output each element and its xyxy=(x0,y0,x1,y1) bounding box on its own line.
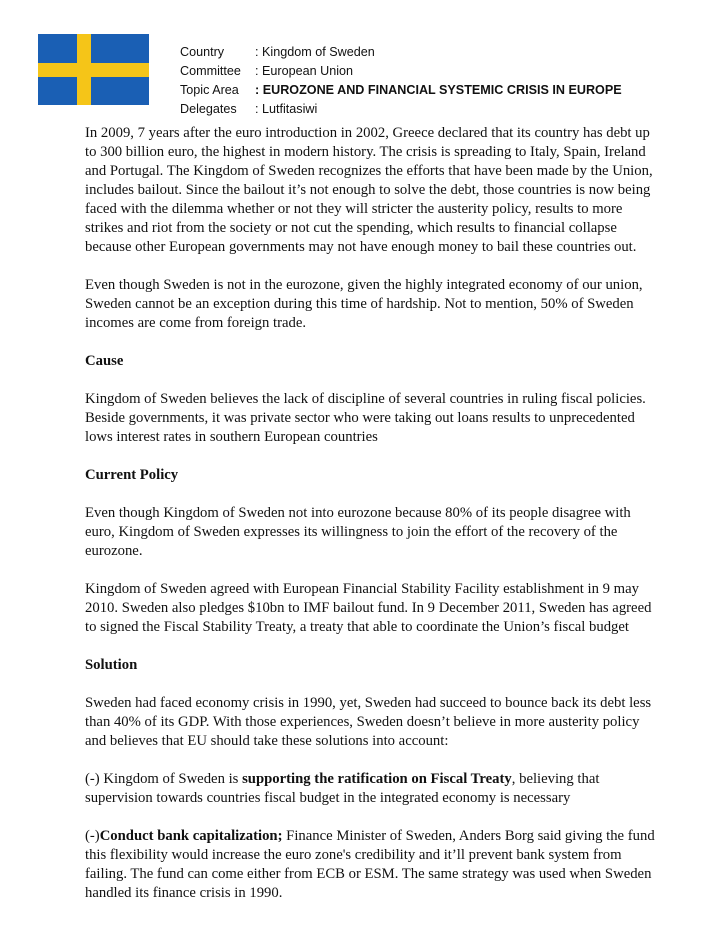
topic-value: : EUROZONE AND FINANCIAL SYSTEMIC CRISIS IN EUROPE xyxy=(255,83,622,97)
delegates-value: : Lutfitasiwi xyxy=(255,102,318,116)
committee-value: : European Union xyxy=(255,64,354,78)
current-policy-paragraph-1: Even though Kingdom of Sweden not into eurozone because 80% of its people disagree with euro, Kingdom of Sweden expresses its willingness to join the effort of the recovery of the eurozone. xyxy=(85,505,631,559)
point-2-rest: Finance Minister of Sweden, Anders Borg said giving the fund this flexibility would increase the euro zone's credibility and it’ll prevent bank system from failing. The fund can come either from ECB or ESM. The same strategy was used when Sweden handled its finance crisis in 1990. xyxy=(85,828,655,901)
intro-paragraph-1: In 2009, 7 years after the euro introduction in 2002, Greece declared that its country has debt up to 300 billion euro, the highest in modern history. The crisis is spreading to Italy, Spain, Ireland and Portugal. The Kingdom of Sweden recognizes the efforts that have been made by the Union, includes bailout. Since the bailout it’s not enough to solve the debt, those countries is now being faced with the dilemma whether or not they will stricter the austerity policy, results to more strikes and riot from the society or not cut the spending, which results to financial collapse because other European governments may not have enough money to bail these countries out. xyxy=(85,125,653,255)
intro-paragraph-2: Even though Sweden is not in the eurozone, given the highly integrated economy of our union, Sweden cannot be an exception during this time of hardship. Not to mention, 50% of Sweden incomes are come from foreign trade. xyxy=(85,277,643,331)
sweden-flag-icon xyxy=(38,34,149,105)
delegates-label: Delegates xyxy=(180,102,237,116)
solution-point-1 xyxy=(85,770,655,808)
current-policy-heading: Current Policy xyxy=(85,467,179,483)
document-header xyxy=(180,43,622,119)
flag-cross-horizontal xyxy=(38,63,149,77)
committee-row xyxy=(180,62,622,81)
point-1-prefix: (-) Kingdom of Sweden is xyxy=(85,771,243,787)
topic-row xyxy=(180,81,622,100)
current-policy-paragraph-2: Kingdom of Sweden agreed with European Financial Stability Facility establishment in 9 may 2010. Sweden also pledges $10bn to IMF bailout fund. In 9 December 2011, Sweden has agreed to signed the Fiscal Stability Treaty, a treaty that able to coordinate the Union’s fiscal budget xyxy=(85,581,652,635)
point-1-rest: , believing that supervision towards countries fiscal budget in the integrated economy is necessary xyxy=(85,771,600,806)
point-2-bold: Conduct bank capitalization; xyxy=(99,828,283,844)
country-value: : Kingdom of Sweden xyxy=(255,45,375,59)
cause-heading: Cause xyxy=(85,353,124,369)
country-row xyxy=(180,43,622,62)
country-label: Country xyxy=(180,45,225,59)
point-2-prefix: (-) xyxy=(85,828,100,844)
delegates-row xyxy=(180,100,622,119)
solution-point-2 xyxy=(85,827,655,903)
solution-paragraph: Sweden had faced economy crisis in 1990, yet, Sweden had succeed to bounce back its debt less than 40% of its GDP. With those experiences, Sweden doesn’t believe in more austerity policy and believes that EU should take these solutions into account: xyxy=(85,695,652,749)
solution-heading: Solution xyxy=(85,657,138,673)
committee-label: Committee xyxy=(180,64,241,78)
point-1-bold: supporting the ratification on Fiscal Treaty xyxy=(242,771,512,787)
document-body xyxy=(85,124,655,922)
topic-label: Topic Area xyxy=(180,83,239,97)
cause-paragraph: Kingdom of Sweden believes the lack of discipline of several countries in ruling fiscal policies. Beside governments, it was private sector who were taking out loans results to unprecedented lows interest rates in southern European countries xyxy=(85,391,646,445)
